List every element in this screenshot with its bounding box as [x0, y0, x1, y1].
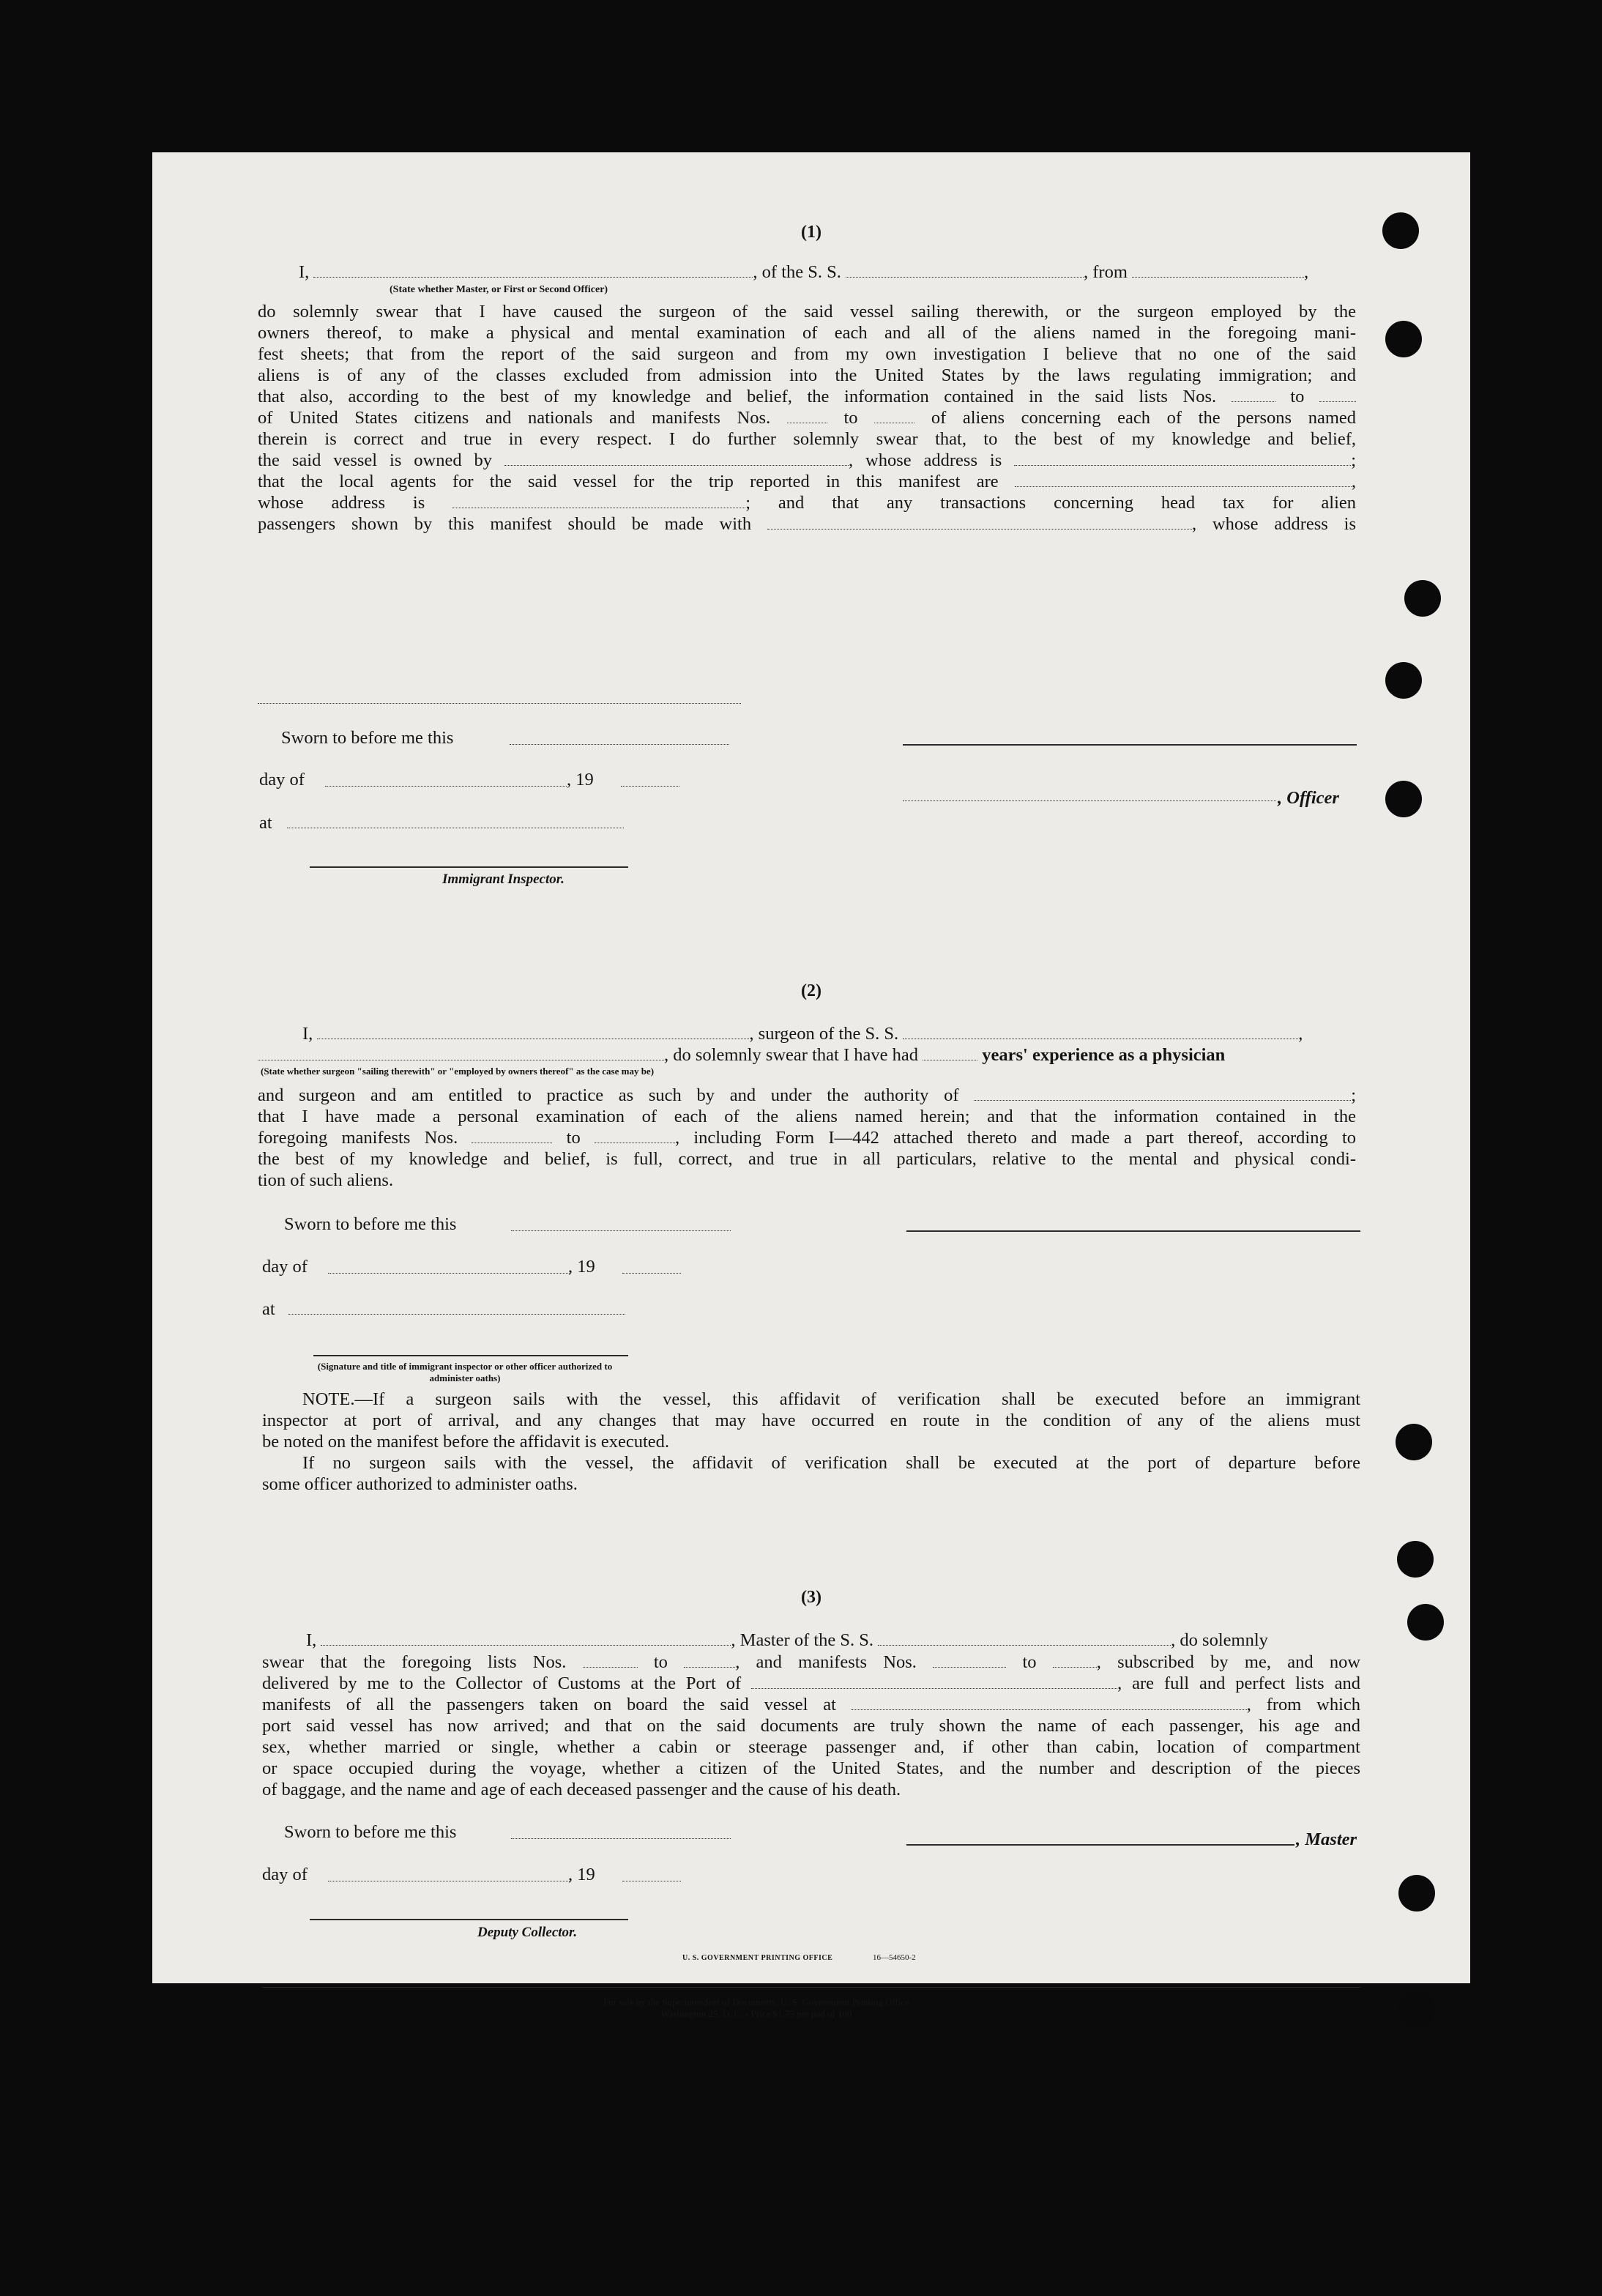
master-name-field[interactable] — [321, 1632, 731, 1646]
officer-signature-line[interactable] — [903, 744, 1357, 746]
binder-hole — [1385, 321, 1422, 357]
master-manifests-to[interactable] — [1053, 1654, 1097, 1668]
sworn-label-3: Sworn to before me this — [284, 1822, 457, 1842]
inspector-signature-line[interactable] — [310, 866, 628, 868]
collector-label: Deputy Collector. — [477, 1925, 578, 1940]
port-field[interactable] — [751, 1675, 1117, 1689]
sale-line-2: Washington 25, D. C. - Price $1.75 per pad of 100 — [660, 2008, 852, 2019]
inspector-label: Immigrant Inspector. — [442, 872, 565, 887]
of-ss-label: , of the S. S. — [753, 262, 841, 282]
surgeon-status-field[interactable] — [258, 1047, 664, 1060]
year-label-2: , 19 — [568, 1257, 595, 1277]
surgeon-line-1: I, , surgeon of the S. S. , — [302, 1024, 1303, 1044]
officer-title-field[interactable] — [903, 800, 1276, 801]
surgeon-manifest-to[interactable] — [595, 1129, 675, 1143]
vessel-name-field[interactable] — [846, 264, 1084, 278]
from-port-field[interactable] — [1132, 264, 1304, 278]
binder-hole — [1404, 580, 1441, 617]
sworn-day-field-3[interactable] — [511, 1838, 731, 1839]
owner-field[interactable] — [504, 452, 849, 466]
binder-hole — [1385, 662, 1422, 699]
master-lists-to[interactable] — [684, 1654, 735, 1668]
from-label: , from — [1084, 262, 1128, 282]
binder-hole — [1396, 1424, 1432, 1460]
year-field-2[interactable] — [622, 1273, 681, 1274]
footer-rule — [262, 1987, 1360, 1988]
agents-field[interactable] — [1015, 473, 1352, 487]
binder-hole — [1382, 212, 1419, 249]
section-number-3: (3) — [801, 1588, 822, 1607]
officer-name-field[interactable] — [313, 264, 753, 278]
at-place-field-2[interactable] — [288, 1314, 625, 1315]
lists-from-field[interactable] — [1232, 388, 1275, 402]
section3-body: swear that the foregoing lists Nos. to , and manifests Nos. to , subscribed by me, and now delivered by me to the Collector of Customs at the Port of , are full and perfect lists and manifests of all the passengers taken on board the said vessel at , from which port said vessel has now arrived; and that on the said documents are truly shown the name of each passenger, his age and sex, whether married or single, whether a cabin or steerage passenger and, if other than cabin, location of compartment or space occupied during the voyage, whether a citizen of the United States, and the number and description of the pieces of baggage, and the name and age of each deceased passenger and the cause of his death. — [262, 1652, 1361, 1799]
head-tax-field[interactable] — [767, 516, 1192, 530]
binder-hole — [1398, 1875, 1435, 1912]
owner-address-field[interactable] — [1014, 452, 1351, 466]
month-field-2[interactable] — [328, 1273, 570, 1274]
master-vessel-field[interactable] — [878, 1632, 1171, 1646]
lists-to-field[interactable] — [1319, 388, 1356, 402]
master-manifests-from[interactable] — [933, 1654, 1006, 1668]
master-lists-from[interactable] — [583, 1654, 638, 1668]
sale-line-1: For sale by the Superintendent of Documents, U. S. Government Printing Office — [603, 1996, 909, 2007]
year-label-1: , 19 — [567, 770, 594, 790]
form-code: 16—54650-2 — [873, 1953, 916, 1962]
collector-signature-line[interactable] — [310, 1919, 628, 1920]
surgeon-hint: (State whether surgeon "sailing therewith" or "employed by owners thereof" as the case may be) — [261, 1066, 655, 1077]
surgeon-line-2: , do solemnly swear that I have had years' experience as a physician — [258, 1045, 1225, 1066]
day-of-label-2: day of — [262, 1257, 308, 1277]
embark-field[interactable] — [852, 1696, 1247, 1710]
day-of-label-1: day of — [259, 770, 305, 790]
sworn-label-1: Sworn to before me this — [281, 728, 454, 748]
printing-office-label: U. S. GOVERNMENT PRINTING OFFICE — [682, 1954, 833, 1962]
year-field-1[interactable] — [621, 786, 679, 787]
surgeon-signature-line[interactable] — [906, 1230, 1360, 1232]
document-page — [152, 152, 1470, 2019]
sale-info — [518, 1996, 994, 2020]
at-label-2: at — [262, 1299, 275, 1319]
surgeon-vessel-field[interactable] — [903, 1025, 1298, 1039]
inspector-signature-line-2[interactable] — [313, 1355, 628, 1356]
oath-line-1: I, , of the S. S. , from , — [299, 262, 1309, 282]
surgeon-manifest-from[interactable] — [472, 1129, 552, 1143]
surgeon-name-field[interactable] — [317, 1025, 749, 1039]
binder-hole — [1407, 1604, 1444, 1641]
sworn-label-2: Sworn to before me this — [284, 1214, 457, 1234]
section-number-1: (1) — [801, 223, 822, 242]
day-of-label-3: day of — [262, 1865, 308, 1884]
year-label-3: , 19 — [568, 1865, 595, 1884]
years-experience-field[interactable] — [923, 1047, 977, 1060]
authority-field[interactable] — [974, 1087, 1351, 1101]
master-label: , Master — [1296, 1829, 1357, 1849]
manifests-from-field[interactable] — [787, 409, 827, 423]
sworn-day-field-2[interactable] — [511, 1230, 731, 1231]
at-label-1: at — [259, 813, 272, 833]
binder-hole — [1397, 1541, 1434, 1578]
month-field-1[interactable] — [325, 786, 567, 787]
section2-body: and surgeon and am entitled to practice as such by and under the authority of ; that I have made a personal examination of each of the aliens named herein; and that the information contained in the foregoing manifests Nos. to , including Form I—442 attached thereto and made a part thereof, according to the best of my knowledge and belief, is full, correct, and true in all particulars, relative to the mental and physical condi- tion of such aliens. — [258, 1085, 1357, 1190]
signature-hint: (Signature and title of immigrant inspector or other officer authorized to administer oaths) — [317, 1361, 613, 1383]
sworn-day-field-1[interactable] — [510, 744, 729, 745]
manifests-to-field[interactable] — [874, 409, 914, 423]
section-number-2: (2) — [801, 981, 822, 1000]
address-continued-line[interactable] — [258, 703, 741, 704]
note-paragraph: NOTE.—If a surgeon sails with the vessel, this affidavit of verification shall be executed before an immigrant inspector at port of arrival, and any changes that may have occurred en route in the condition of any of the aliens must be noted on the manifest before the affidavit is executed. If no surgeon sails with the vessel, the affidavit of verification shall be executed at the port of departure before some officer authorized to administer oaths. — [262, 1389, 1360, 1494]
agents-address-field[interactable] — [452, 494, 745, 508]
officer-label: , Officer — [1278, 788, 1339, 808]
master-signature-line[interactable] — [906, 1844, 1294, 1846]
officer-hint: (State whether Master, or First or Second Officer) — [390, 284, 608, 295]
binder-hole — [1385, 781, 1422, 817]
binder-hole — [1398, 1991, 1435, 2027]
section1-body: do solemnly swear that I have caused the surgeon of the said vessel sailing therewith, or the surgeon employed by the owners thereof, to make a physical and mental examination of each and all of the aliens named in the foregoing mani- fest sheets; that from the report of the said surgeon and from my own investigation I believe that no one of the said aliens is of any of the classes excluded from admission into the United States by the laws regulating immigration; and that also, according to the best of my knowledge and belief, the information contained in the said lists Nos. to of United States citizens and nationals and manifests Nos. to of aliens concerning each of the persons named therein is correct and true in every respect. I do further solemnly swear that, to the best of my knowledge and belief, the said vessel is owned by , whose address is ; that the local agents for the said vessel for the trip reported in this manifest are , whose address is ; and that any transactions concerning head tax for alien passengers shown by this manifest should be made with , whose address is — [258, 302, 1357, 534]
master-line-1: I, , Master of the S. S. , do solemnly — [306, 1630, 1268, 1650]
oath-start: I, — [299, 262, 310, 282]
